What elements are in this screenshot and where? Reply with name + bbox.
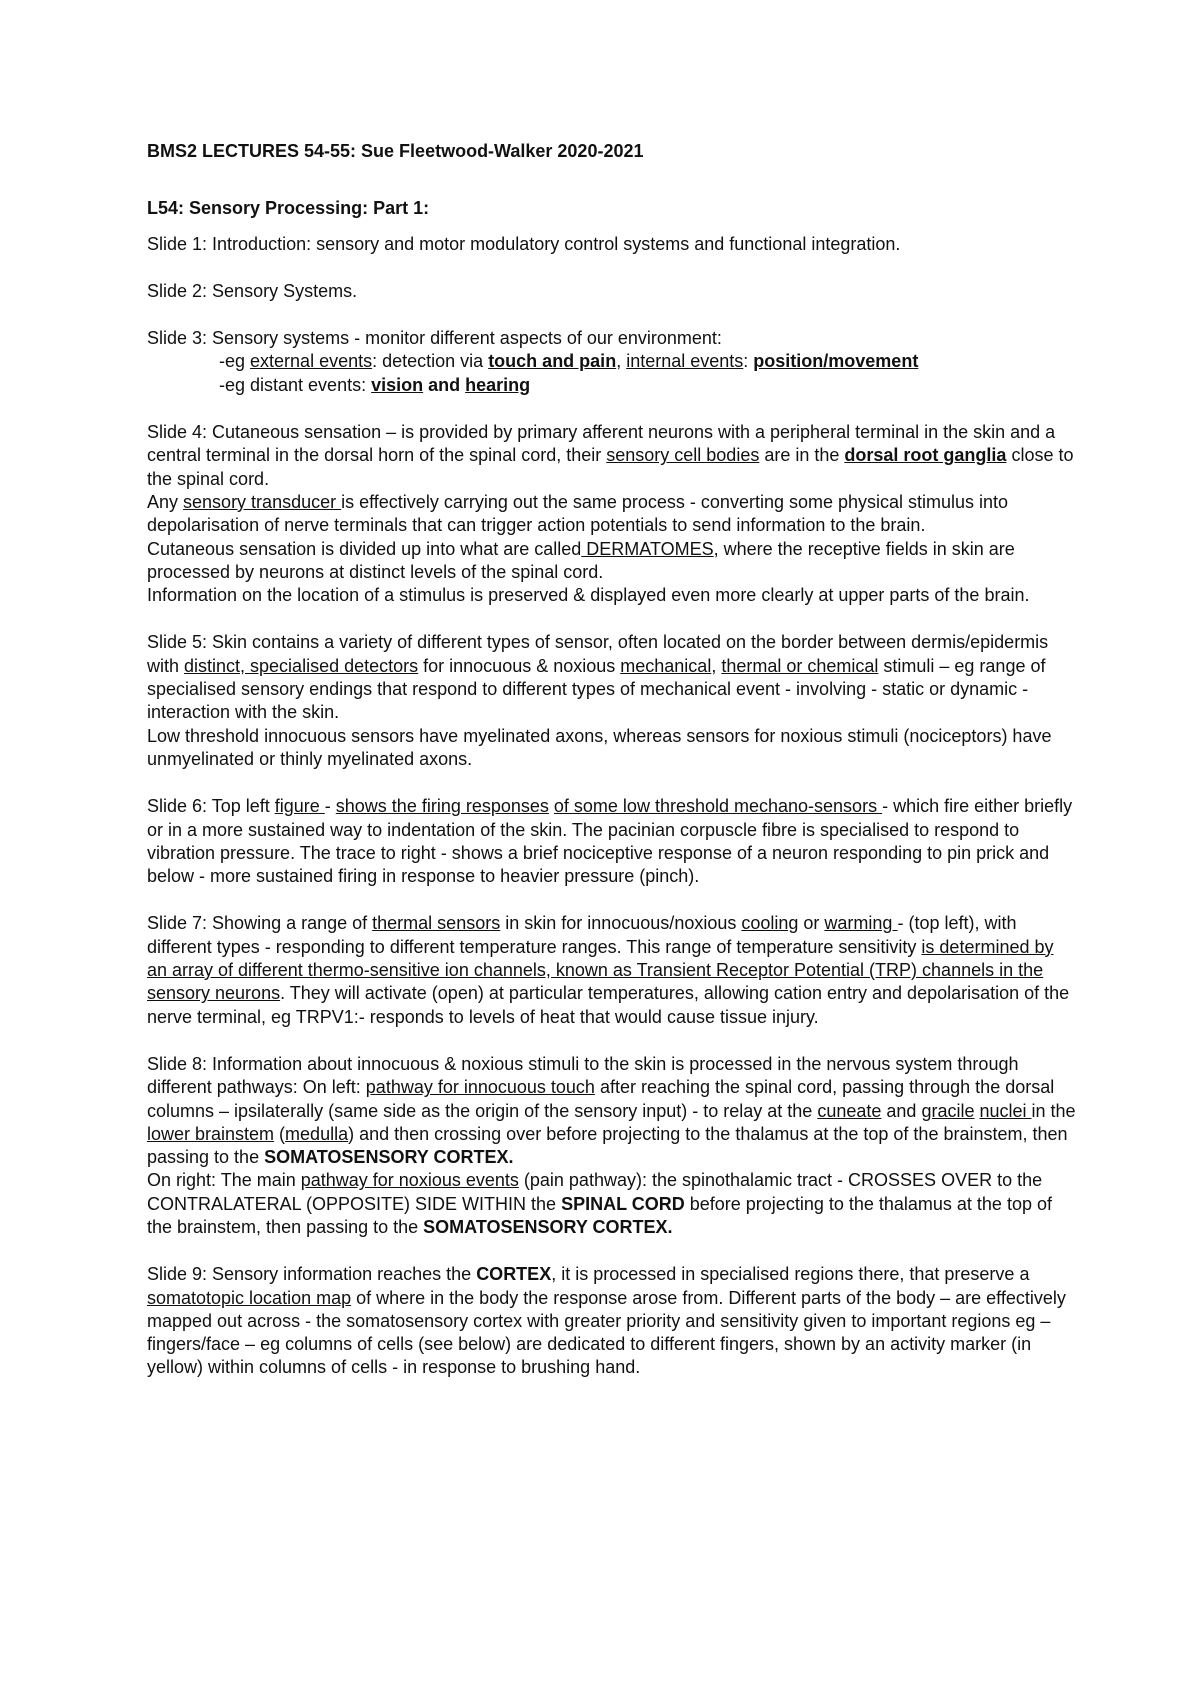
- underlined-term: warming: [824, 913, 898, 934]
- bold-underlined-term: dorsal root ganglia: [844, 445, 1007, 466]
- underlined-term: mechanical: [620, 655, 712, 676]
- slide-3-intro: Slide 3: Sensory systems - monitor different aspects of our environment:: [147, 328, 722, 349]
- underlined-term: thermal sensors: [372, 913, 501, 934]
- text-run: : detection via: [372, 351, 489, 372]
- slide-6-section: [147, 795, 1077, 888]
- text-run: before projecting to the thalamus at the top of the brainstem, then passing to the: [147, 1193, 1052, 1237]
- text-run: stimuli – eg range of specialised sensory endings that respond to different types of mechanical event - involving - static or dynamic - interaction with the skin.: [147, 655, 1046, 723]
- text-run: -eg: [219, 351, 251, 372]
- slide-8-paragraph-1: [147, 1053, 1077, 1169]
- text-run: Cutaneous sensation is divided up into what are called: [147, 538, 582, 559]
- text-run: in the: [1031, 1100, 1076, 1121]
- underlined-term: nuclei: [979, 1100, 1032, 1121]
- bold-underlined-term: position/movement: [753, 351, 919, 372]
- slide-8-section: [147, 1053, 1077, 1239]
- slide-4-paragraph-1: [147, 421, 1077, 491]
- slide-3-line-2: [147, 374, 1077, 397]
- slide-1-text: Slide 1: Introduction: sensory and motor modulatory control systems and functional integration.: [147, 233, 901, 254]
- bold-term: SOMATOSENSORY CORTEX: [264, 1147, 509, 1168]
- text-run: close to the spinal cord.: [147, 445, 1074, 489]
- text-run: , where the receptive fields in skin are processed by neurons at distinct levels of the spinal cord.: [147, 538, 1015, 582]
- slide-7-section: [147, 912, 1077, 1028]
- text-run: On right: The main: [147, 1170, 301, 1191]
- underlined-term: sensory cell bodies: [606, 445, 760, 466]
- underlined-term: distinct, specialised detectors: [184, 655, 419, 676]
- text-run: Slide 5: Skin contains a variety of different types of sensor, often located on the border between dermis/epidermis with: [147, 632, 1049, 676]
- underlined-term: cooling: [741, 913, 799, 934]
- underlined-term: is determined by an array of different thermo-sensitive ion channels, known as Transient Receptor Potential (TRP) channels in the sensory neurons: [147, 936, 1054, 1004]
- text-run: after reaching the spinal cord, passing through the dorsal columns – ipsilaterally (same side as the origin of the sensory input) - to relay at the: [147, 1077, 1055, 1121]
- slide-2-text: Slide 2: Sensory Systems.: [147, 280, 358, 301]
- text-run: - which fire either briefly or in a more sustained way to indentation of the skin. The pacinian corpuscle fibre is specialised to respond to vibration pressure. The trace to right - shows a brief nociceptive response of a neuron responding to pin prick and below - more sustained firing in response to heavier pressure (pinch).: [147, 796, 1073, 887]
- text-run: :: [743, 351, 754, 372]
- text-run: ) and then crossing over before projecting to the thalamus at the top of the brainstem, then passing to the: [147, 1123, 1068, 1168]
- text-run: and: [881, 1100, 922, 1121]
- underlined-term: pathway for innocuous touch: [365, 1077, 595, 1098]
- slide-4-paragraph-4: Information on the location of a stimulus is preserved & displayed even more clearly at upper parts of the brain.: [147, 585, 1030, 606]
- text-run: is effectively carrying out the same process - converting some physical stimulus into depolarisation of nerve terminals that can trigger action potentials to send information to the brain.: [147, 491, 1009, 536]
- text-run: - (top left), with different types - responding to different temperature ranges. This range of temperature sensitivity: [147, 913, 1017, 957]
- text-run: , it is processed in specialised regions there, that preserve a: [551, 1264, 1030, 1285]
- slide-7-paragraph: [147, 912, 1077, 1028]
- underlined-term: thermal or chemical: [721, 655, 879, 676]
- underlined-term: DERMATOMES: [581, 538, 714, 559]
- slide-4-section: [147, 421, 1077, 607]
- slide-5-section: [147, 631, 1077, 771]
- text-run: or: [798, 913, 825, 934]
- underlined-term: pathway for noxious events: [300, 1170, 519, 1191]
- bold-term: CORTEX: [476, 1264, 552, 1285]
- document-body: [147, 140, 1077, 1404]
- slide-4-paragraph-3: [147, 538, 1077, 585]
- text-run: of where in the body the response arose from. Different parts of the body – are effectively mapped out across - the somatosensory cortex with greater priority and sensitivity given to important regions eg – fingers/face – eg columns of cells (see below) are dedicated to different fingers, shown by an activity marker (in yellow) within columns of cells - in response to brushing hand.: [147, 1287, 1066, 1378]
- text-run: Slide 7: Showing a range of: [147, 913, 373, 934]
- lecture-subtitle: L54: Sensory Processing: Part 1:: [147, 198, 430, 219]
- text-run: Slide 9: Sensory information reaches the: [147, 1264, 477, 1285]
- underlined-term: external events: [250, 351, 373, 372]
- text-run: -eg distant events:: [219, 374, 372, 395]
- slide-6-paragraph: [147, 795, 1077, 888]
- text-run: Slide 6: Top left: [147, 796, 275, 817]
- text-run: -: [324, 796, 336, 817]
- text-run: are in the: [759, 445, 845, 466]
- slide-9-paragraph: [147, 1263, 1077, 1379]
- slide-2-section: [147, 280, 1077, 303]
- slide-3-section: [147, 327, 1077, 397]
- bold-term: SPINAL CORD: [561, 1193, 685, 1214]
- text-run: Slide 8: Information about innocuous & noxious stimuli to the skin is processed in the nervous system through different pathways: On left:: [147, 1053, 1019, 1098]
- underlined-term: shows the firing responses: [335, 796, 549, 817]
- underlined-term: figure: [274, 796, 325, 817]
- underlined-term: somatotopic location map: [147, 1287, 352, 1308]
- text-run: (pain pathway): the spinothalamic tract - CROSSES OVER to the CONTRALATERAL (OPPOSITE) SIDE WITHIN the: [147, 1170, 1043, 1214]
- bold-term: SOMATOSENSORY CORTEX: [423, 1216, 668, 1237]
- bold-run: and: [423, 374, 466, 395]
- slide-4-paragraph-2: [147, 491, 1077, 538]
- text-run: (: [274, 1123, 286, 1144]
- text-run: Slide 4: Cutaneous sensation – is provided by primary afferent neurons with a peripheral terminal in the skin and a central terminal in the dorsal horn of the spinal cord, their: [147, 422, 1056, 466]
- slide-5-paragraph-1: [147, 631, 1077, 724]
- slide-5-paragraph-2: Low threshold innocuous sensors have myelinated axons, whereas sensors for noxious stimuli (nociceptors) have unmyelinated or thinly myelinated axons.: [147, 725, 1052, 769]
- bold-underlined-term: hearing: [465, 374, 531, 395]
- text-run: ,: [711, 655, 722, 676]
- underlined-term: lower brainstem: [147, 1123, 275, 1144]
- bold-underlined-term: vision: [371, 374, 424, 395]
- underlined-term: sensory transducer: [183, 491, 342, 512]
- slide-9-section: [147, 1263, 1077, 1379]
- underlined-term: cuneate: [817, 1100, 882, 1121]
- text-run: for innocuous & noxious: [418, 655, 621, 676]
- underlined-term: of some low threshold mechano-sensors: [553, 796, 883, 817]
- text-run: in skin for innocuous/noxious: [500, 913, 742, 934]
- bold-run: .: [508, 1147, 514, 1168]
- bold-run: .: [667, 1216, 673, 1237]
- text-run: . They will activate (open) at particular temperatures, allowing cation entry and depolarisation of the nerve terminal, eg TRPV1:- responds to levels of heat that would cause tissue injury.: [147, 983, 1070, 1027]
- slide-3-line-1: [147, 350, 1077, 373]
- slide-8-paragraph-2: [147, 1169, 1077, 1239]
- text-run: Any: [147, 491, 184, 512]
- text-run: ,: [616, 351, 627, 372]
- underlined-term: internal events: [626, 351, 744, 372]
- underlined-term: gracile: [921, 1100, 975, 1121]
- slide-1-section: [147, 233, 1077, 256]
- underlined-term: medulla: [285, 1123, 349, 1144]
- document-title: BMS2 LECTURES 54-55: Sue Fleetwood-Walker 2020-2021: [147, 141, 644, 161]
- bold-underlined-term: touch and pain: [488, 351, 617, 372]
